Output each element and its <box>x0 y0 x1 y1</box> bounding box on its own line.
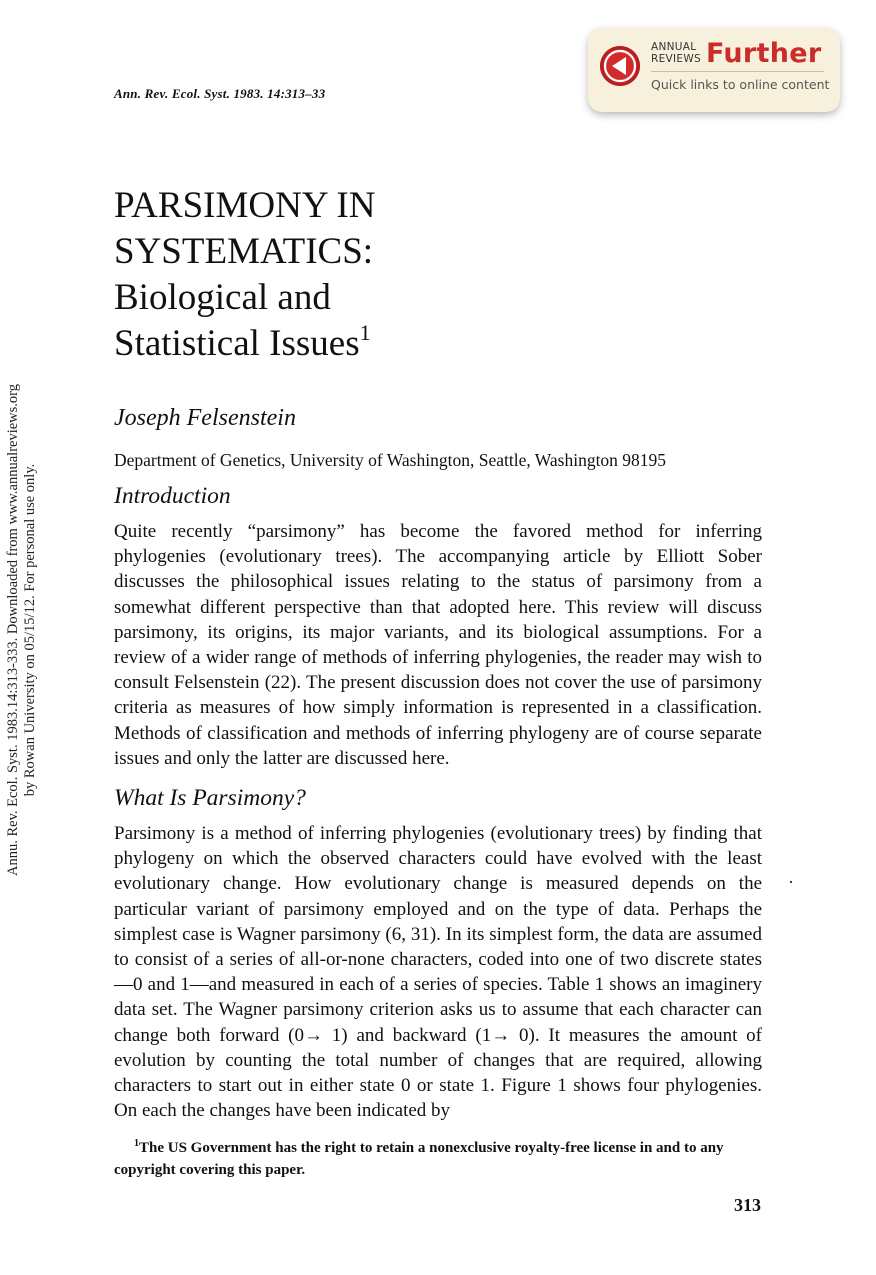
title-line-4: Statistical Issues <box>114 323 360 364</box>
badge-divider <box>651 71 824 72</box>
stray-mark <box>790 881 792 883</box>
title-line-3: Biological and <box>114 277 331 318</box>
paragraph-introduction: Quite recently “parsimony” has become the favored method for inferring phylogenies (evolutionary trees). The accompanying article by Elliott Sober discusses the philosophical issues relating to the status of parsimony from a somewhat different perspective than that adopted here. This review will discuss parsimony, its origins, its major variants, and its biological assumptions. For a review of a wider range of methods of inferring phylogenies, the reader may wish to consult Felsenstein (22). The present discussion does not cover the use of parsimony criteria as measures of how simply information is represented in a classification. Methods of classification and methods of inferring phylogeny are of course separate issues and only the latter are discussed here. <box>114 521 762 769</box>
title-footnote-marker: 1 <box>359 320 371 345</box>
author-affiliation: Department of Genetics, University of Washington, Seattle, Washington 98195 <box>114 450 667 470</box>
section-heading-what-is-parsimony: What Is Parsimony? <box>114 785 306 811</box>
section-heading-introduction: Introduction <box>114 483 231 509</box>
download-watermark-line-2: by Rowan University on 05/15/12. For personal use only. <box>22 463 38 797</box>
paragraph-what-is-parsimony: Parsimony is a method of inferring phylogenies (evolutionary trees) by finding that phylogeny on which the observed characters could have evolved with the least evolutionary change. How evolutionary change is measured depends on the particular variant of parsimony employed and on the type of data. Perhaps the simplest case is Wagner parsimony (6, 31). In its simplest form, the data are assumed to consist of a series of all-or-none characters, coded into one of two discrete states—0 and 1—and measured in each of a series of species. Table 1 shows an imaginery data set. The Wagner parsimony criterion asks us to assume that each character can change both forward (0→ 1) and backward (1→ 0). It measures the amount of evolution by counting the total number of changes that are required, allowing characters to start out in either state 0 or state 1. Figure 1 shows four phylogenies. On each the changes have been indicated by <box>114 823 762 1122</box>
further-annual-reviews-badge[interactable] <box>588 28 840 112</box>
badge-reviews-label: REVIEWS <box>651 53 701 65</box>
footnote-line-2: copyright covering this paper. <box>114 1161 306 1178</box>
download-watermark <box>5 340 39 920</box>
page-number: 313 <box>734 1195 761 1215</box>
footnote-text-1: The US Government has the right to retain a nonexclusive royalty-free license in and to any <box>139 1140 724 1156</box>
author-name: Joseph Felsenstein <box>114 405 296 431</box>
badge-further-label: Further <box>706 38 822 69</box>
journal-reference: Ann. Rev. Ecol. Syst. 1983. 14:313–33 <box>114 86 326 101</box>
footnote-marker: 1 <box>134 1138 139 1149</box>
badge-annual-label: ANNUAL <box>651 41 697 53</box>
footnote <box>114 1138 764 1181</box>
download-watermark-line-1: Annu. Rev. Ecol. Syst. 1983.14:313-333. Downloaded from www.annualreviews.org <box>5 384 21 876</box>
badge-subtitle: Quick links to online content <box>651 77 830 92</box>
article-title <box>114 183 375 367</box>
title-line-1: PARSIMONY IN <box>114 185 376 226</box>
footnote-line-1 <box>114 1138 764 1160</box>
play-back-icon <box>600 46 640 86</box>
title-line-2: SYSTEMATICS: <box>114 231 374 272</box>
